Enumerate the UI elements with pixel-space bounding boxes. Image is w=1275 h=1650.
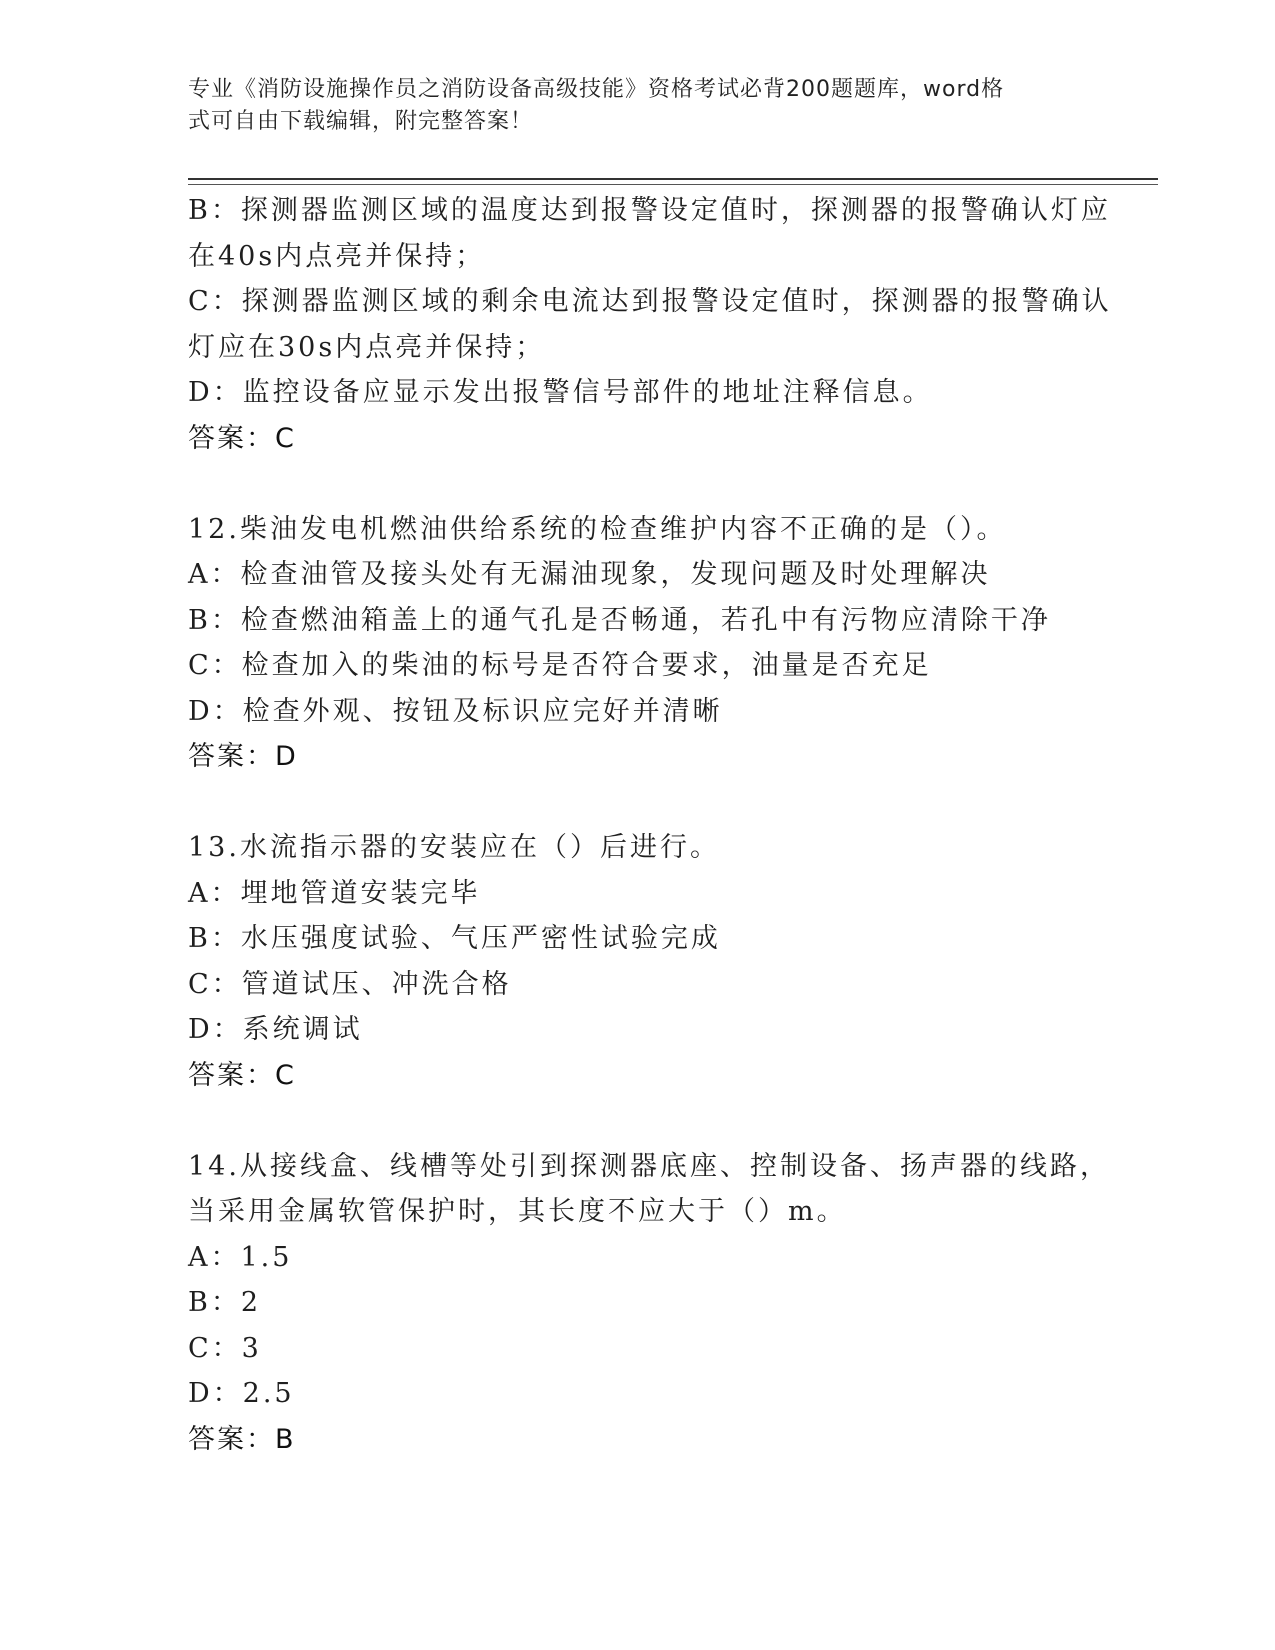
q14-stem-line-1: 14.从接线盒、线槽等处引到探测器底座、控制设备、扬声器的线路， xyxy=(188,1150,1110,1182)
q12-answer: 答案：D xyxy=(188,741,298,772)
q13-option-a: A：埋地管道安装完毕 xyxy=(188,877,481,909)
spacer xyxy=(188,461,1088,507)
q13-stem: 13.水流指示器的安装应在（）后进行。 xyxy=(188,832,720,863)
header-title-line-1: 专业《消防设施操作员之消防设备高级技能》资格考试必背200题题库，word格 xyxy=(188,77,1005,102)
q14-answer: 答案：B xyxy=(188,1423,296,1455)
q11-answer: 答案：C xyxy=(188,422,296,454)
question-13 xyxy=(188,825,1088,1098)
q13-option-d: D：系统调试 xyxy=(188,1014,363,1045)
q11-option-d: D：监控设备应显示发出报警信号部件的地址注释信息。 xyxy=(188,377,933,408)
q11-option-b-line-2: 在40s内点亮并保持； xyxy=(188,240,486,272)
q12-option-d: D：检查外观、按钮及标识应完好并清晰 xyxy=(188,695,723,727)
q11-option-b-line-1: B：探测器监测区域的温度达到报警设定值时，探测器的报警确认灯应 xyxy=(188,195,1111,226)
spacer xyxy=(188,780,1088,826)
q12-option-a: A：检查油管及接头处有无漏油现象，发现问题及时处理解决 xyxy=(188,559,991,590)
q13-option-b: B：水压强度试验、气压严密性试验完成 xyxy=(188,923,721,954)
q12-option-b: B：检查燃油箱盖上的通气孔是否畅通，若孔中有污物应清除干净 xyxy=(188,604,1051,636)
question-list xyxy=(188,188,1112,1462)
header-title-line-2: 式可自由下载编辑，附完整答案！ xyxy=(188,109,534,134)
q12-option-c: C：检查加入的柴油的标号是否符合要求，油量是否充足 xyxy=(188,650,932,681)
q14-option-c: C：3 xyxy=(188,1332,262,1364)
q14-option-d: D：2.5 xyxy=(188,1378,295,1409)
spacer xyxy=(188,1098,1088,1144)
question-12 xyxy=(188,507,1088,780)
document-header xyxy=(188,74,1068,138)
header-divider-thin xyxy=(188,184,1158,185)
q12-stem: 12.柴油发电机燃油供给系统的检查维护内容不正确的是（）。 xyxy=(188,513,1007,545)
q11-option-c-line-1: C：探测器监测区域的剩余电流达到报警设定值时，探测器的报警确认 xyxy=(188,286,1112,317)
q14-stem-line-2: 当采用金属软管保护时，其长度不应大于（）m。 xyxy=(188,1196,847,1227)
q11-option-c-line-2: 灯应在30s内点亮并保持； xyxy=(188,331,546,363)
question-11 xyxy=(188,188,1112,461)
question-14 xyxy=(188,1144,1110,1463)
header-divider-thick xyxy=(188,178,1158,180)
q13-option-c: C：管道试压、冲洗合格 xyxy=(188,968,512,1000)
q14-option-b: B：2 xyxy=(188,1287,262,1318)
q14-option-a: A：1.5 xyxy=(188,1241,293,1273)
q13-answer: 答案：C xyxy=(188,1059,296,1091)
